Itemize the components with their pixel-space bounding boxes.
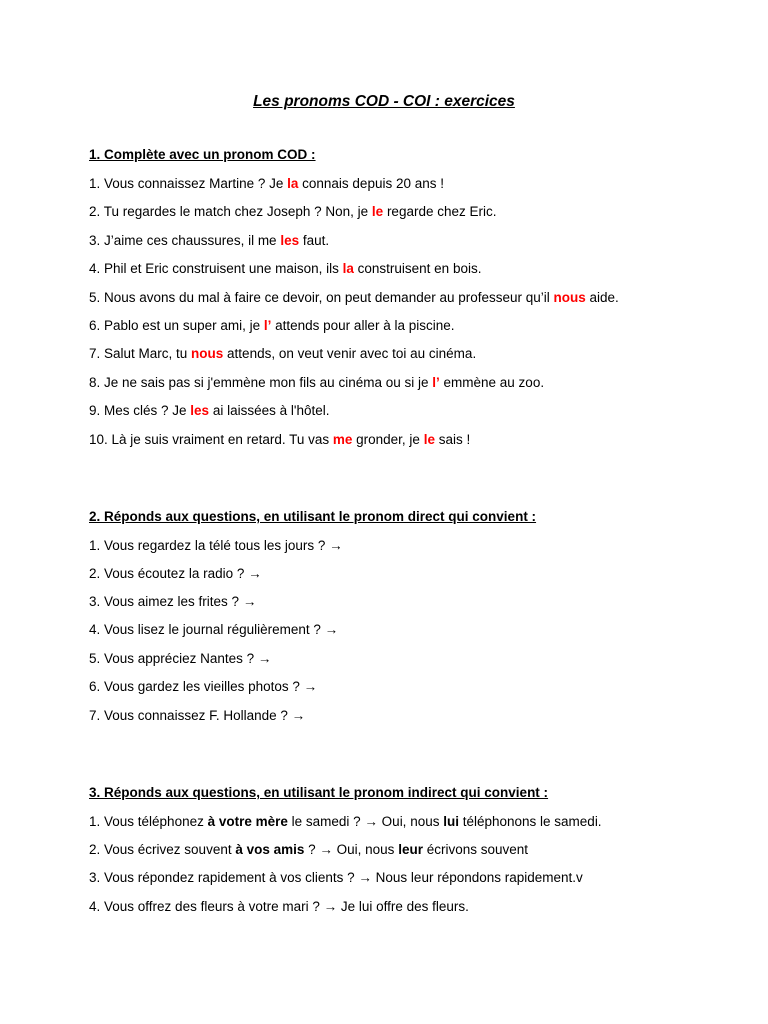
answer-pronoun: les <box>190 403 210 418</box>
exercise1-item <box>89 345 476 363</box>
section3-heading: 3. Réponds aux questions, en utilisant le pronom indirect qui convient : <box>89 785 549 800</box>
item-text: 9. Mes clés ? Je <box>89 403 191 418</box>
exercise1-item <box>89 289 619 307</box>
exercise2-item: 3. Vous aimez les frites ? → <box>89 594 257 609</box>
item-text: 2. Tu regardes le match chez Joseph ? Non, je <box>89 204 372 219</box>
answer-pronoun: le <box>371 204 384 219</box>
bold-phrase: à vos amis <box>235 842 305 857</box>
exercise1-item <box>89 260 481 278</box>
exercise1-item <box>89 203 497 221</box>
exercise2-item: 5. Vous appréciez Nantes ? → <box>89 651 272 666</box>
item-text: attends pour aller à la piscine. <box>271 318 455 333</box>
exercise1-item <box>89 232 329 250</box>
answer-pronoun: l’ <box>432 375 440 390</box>
section1-heading: 1. Complète avec un pronom COD : <box>89 147 316 162</box>
bold-phrase: à votre mère <box>207 814 288 829</box>
answer-pronoun: la <box>342 261 354 276</box>
exercise2-item: 4. Vous lisez le journal régulièrement ? → <box>89 622 339 637</box>
exercise2-item: 6. Vous gardez les vieilles photos ? → <box>89 679 318 694</box>
item-text: sais ! <box>434 432 471 447</box>
exercise1-item <box>89 431 470 449</box>
item-text: ai laissées à l'hôtel. <box>209 403 330 418</box>
item-text: 7. Salut Marc, tu <box>89 346 192 361</box>
exercise3-item: 4. Vous offrez des fleurs à votre mari ? → Je lui offre des fleurs. <box>89 899 469 914</box>
exercise2-item: 1. Vous regardez la télé tous les jours ? → <box>89 538 343 553</box>
item-text: regarde chez Eric. <box>383 204 497 219</box>
exercise2-item: 2. Vous écoutez la radio ? → <box>89 566 262 581</box>
item-text: téléphonons le samedi. <box>458 814 602 829</box>
answer-pronoun: les <box>280 233 300 248</box>
bold-pronoun: lui <box>443 814 459 829</box>
item-text: construisent en bois. <box>353 261 482 276</box>
exercise3-item: 3. Vous répondez rapidement à vos clients ? → Nous leur répondons rapidement.v <box>89 870 583 885</box>
item-text: 4. Phil et Eric construisent une maison, ils <box>89 261 343 276</box>
item-text: gronder, je <box>352 432 424 447</box>
item-text: connais depuis 20 ans ! <box>298 176 444 191</box>
item-text: attends, on veut venir avec toi au cinéma. <box>223 346 477 361</box>
item-text: 1. Vous téléphonez <box>89 814 208 829</box>
answer-pronoun: la <box>287 176 299 191</box>
bold-pronoun: leur <box>398 842 423 857</box>
item-text: 3. J’aime ces chaussures, il me <box>89 233 281 248</box>
exercise1-item <box>89 317 454 335</box>
item-text: faut. <box>299 233 330 248</box>
item-text: écrivons souvent <box>422 842 529 857</box>
item-text: 8. Je ne sais pas si j'emmène mon fils au cinéma ou si je <box>89 375 433 390</box>
section2-heading: 2. Réponds aux questions, en utilisant le pronom direct qui convient : <box>89 509 537 524</box>
item-text: emmène au zoo. <box>439 375 545 390</box>
exercise1-item <box>89 374 544 392</box>
answer-pronoun: le <box>423 432 435 447</box>
exercise3-item <box>89 841 528 859</box>
exercise3-item <box>89 813 602 831</box>
exercise1-item <box>89 402 329 420</box>
answer-pronoun: nous <box>191 346 224 361</box>
item-text: aide. <box>585 290 619 305</box>
item-text: 10. Là je suis vraiment en retard. Tu vas <box>89 432 333 447</box>
item-text: 5. Nous avons du mal à faire ce devoir, on peut demander au professeur qu’il <box>89 290 554 305</box>
answer-pronoun: nous <box>553 290 586 305</box>
item-text: 6. Pablo est un super ami, je <box>89 318 264 333</box>
answer-pronoun: me <box>332 432 353 447</box>
document-title: Les pronoms COD - COI : exercices <box>253 93 515 110</box>
answer-pronoun: l’ <box>263 318 272 333</box>
item-text: 2. Vous écrivez souvent <box>89 842 236 857</box>
item-text: ? → Oui, nous <box>304 842 399 857</box>
item-text: 1. Vous connaissez Martine ? Je <box>89 176 288 191</box>
exercise1-item <box>89 175 444 193</box>
item-text: le samedi ? → Oui, nous <box>287 814 444 829</box>
exercise2-item: 7. Vous connaissez F. Hollande ? → <box>89 708 306 723</box>
